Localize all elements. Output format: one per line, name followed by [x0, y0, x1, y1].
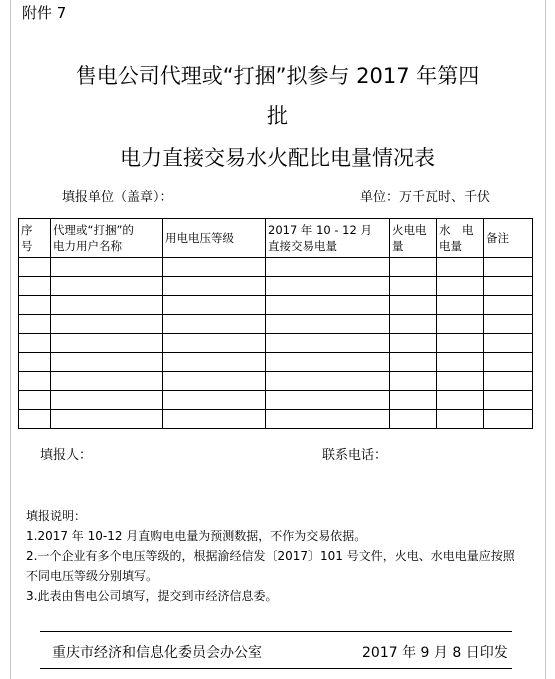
- filling-notes: [26, 506, 515, 606]
- cell-voltage-level: [163, 334, 266, 353]
- title-line-2: 批: [267, 104, 288, 128]
- cell-customer-name: [51, 410, 163, 429]
- cell-seq: [19, 372, 51, 391]
- cell-seq: [19, 277, 51, 296]
- cell-hydro-volume: [437, 258, 484, 277]
- cell-seq: [19, 410, 51, 429]
- cell-customer-name: [51, 391, 163, 410]
- header-seq: 序 号: [19, 219, 51, 258]
- header-thermal-volume: 火电电 量: [390, 219, 437, 258]
- cell-remarks: [484, 258, 533, 277]
- cell-remarks: [484, 277, 533, 296]
- table-row: [19, 391, 533, 410]
- table-header-row: [19, 219, 533, 258]
- table-row: [19, 334, 533, 353]
- cell-remarks: [484, 334, 533, 353]
- cell-remarks: [484, 410, 533, 429]
- cell-customer-name: [51, 315, 163, 334]
- table-row: [19, 410, 533, 429]
- note-item-2: 2.一个企业有多个电压等级的，根据渝经信发〔2017〕101 号文件，火电、水电电量应按照: [26, 549, 515, 563]
- cell-voltage-level: [163, 296, 266, 315]
- cell-voltage-level: [163, 353, 266, 372]
- cell-seq: [19, 353, 51, 372]
- cell-direct-trade-volume: [266, 353, 390, 372]
- unit-label: 单位：万千瓦时、千伏: [360, 190, 491, 205]
- issuer-divider-bottom: [40, 668, 512, 669]
- table-row: [19, 277, 533, 296]
- cell-direct-trade-volume: [266, 258, 390, 277]
- cell-hydro-volume: [437, 372, 484, 391]
- cell-thermal-volume: [390, 372, 437, 391]
- cell-customer-name: [51, 258, 163, 277]
- notes-heading: 填报说明：: [26, 509, 87, 523]
- cell-voltage-level: [163, 277, 266, 296]
- cell-direct-trade-volume: [266, 410, 390, 429]
- cell-thermal-volume: [390, 296, 437, 315]
- attachment-label: 附件 7: [22, 4, 67, 22]
- cell-thermal-volume: [390, 315, 437, 334]
- note-item-2-cont: 不同电压等级分别填写。: [26, 569, 159, 583]
- table-row: [19, 296, 533, 315]
- cell-hydro-volume: [437, 296, 484, 315]
- cell-thermal-volume: [390, 353, 437, 372]
- cell-hydro-volume: [437, 334, 484, 353]
- issuer-divider-top: [40, 631, 512, 632]
- cell-voltage-level: [163, 315, 266, 334]
- cell-customer-name: [51, 296, 163, 315]
- phone-label: 联系电话：: [322, 448, 388, 463]
- title-line-1: 售电公司代理或“打捆”拟参与 2017 年第四: [75, 64, 480, 88]
- cell-thermal-volume: [390, 391, 437, 410]
- cell-voltage-level: [163, 372, 266, 391]
- cell-customer-name: [51, 277, 163, 296]
- header-direct-trade-volume: 2017 年 10 - 12 月 直接交易电量: [266, 219, 390, 258]
- cell-remarks: [484, 372, 533, 391]
- table-row: [19, 372, 533, 391]
- cell-remarks: [484, 315, 533, 334]
- table-row: [19, 258, 533, 277]
- cell-seq: [19, 315, 51, 334]
- cell-customer-name: [51, 353, 163, 372]
- note-item-3: 3.此表由售电公司填写，提交到市经济信息委。: [26, 589, 278, 603]
- cell-thermal-volume: [390, 334, 437, 353]
- cell-seq: [19, 296, 51, 315]
- cell-direct-trade-volume: [266, 372, 390, 391]
- cell-seq: [19, 391, 51, 410]
- title-line-3: 电力直接交易水火配比电量情况表: [120, 146, 435, 170]
- cell-seq: [19, 334, 51, 353]
- cell-voltage-level: [163, 410, 266, 429]
- cell-remarks: [484, 353, 533, 372]
- cell-hydro-volume: [437, 277, 484, 296]
- cell-direct-trade-volume: [266, 296, 390, 315]
- header-voltage-level: 用电电压等级: [163, 219, 266, 258]
- cell-thermal-volume: [390, 258, 437, 277]
- cell-thermal-volume: [390, 410, 437, 429]
- table-row: [19, 353, 533, 372]
- cell-thermal-volume: [390, 277, 437, 296]
- cell-hydro-volume: [437, 353, 484, 372]
- header-remarks: 备注: [484, 219, 533, 258]
- cell-customer-name: [51, 372, 163, 391]
- cell-direct-trade-volume: [266, 315, 390, 334]
- cell-hydro-volume: [437, 410, 484, 429]
- cell-direct-trade-volume: [266, 334, 390, 353]
- cell-remarks: [484, 391, 533, 410]
- table-row: [19, 315, 533, 334]
- cell-direct-trade-volume: [266, 277, 390, 296]
- header-hydro-volume: 水 电 电量: [437, 219, 484, 258]
- cell-hydro-volume: [437, 315, 484, 334]
- cell-voltage-level: [163, 258, 266, 277]
- header-customer-name: 代理或“打捆”的 电力用户名称: [51, 219, 163, 258]
- issue-date: 2017 年 9 月 8 日印发: [362, 645, 508, 661]
- cell-seq: [19, 258, 51, 277]
- fill-unit-label: 填报单位（盖章）：: [62, 190, 173, 205]
- note-item-1: 1.2017 年 10-12 月直购电电量为预测数据，不作为交易依据。: [26, 529, 367, 543]
- cell-hydro-volume: [437, 391, 484, 410]
- cell-direct-trade-volume: [266, 391, 390, 410]
- issuer-office: 重庆市经济和信息化委员会办公室: [52, 645, 262, 661]
- cell-voltage-level: [163, 391, 266, 410]
- quota-table: [18, 218, 533, 429]
- filler-label: 填报人：: [40, 448, 93, 463]
- cell-remarks: [484, 296, 533, 315]
- cell-customer-name: [51, 334, 163, 353]
